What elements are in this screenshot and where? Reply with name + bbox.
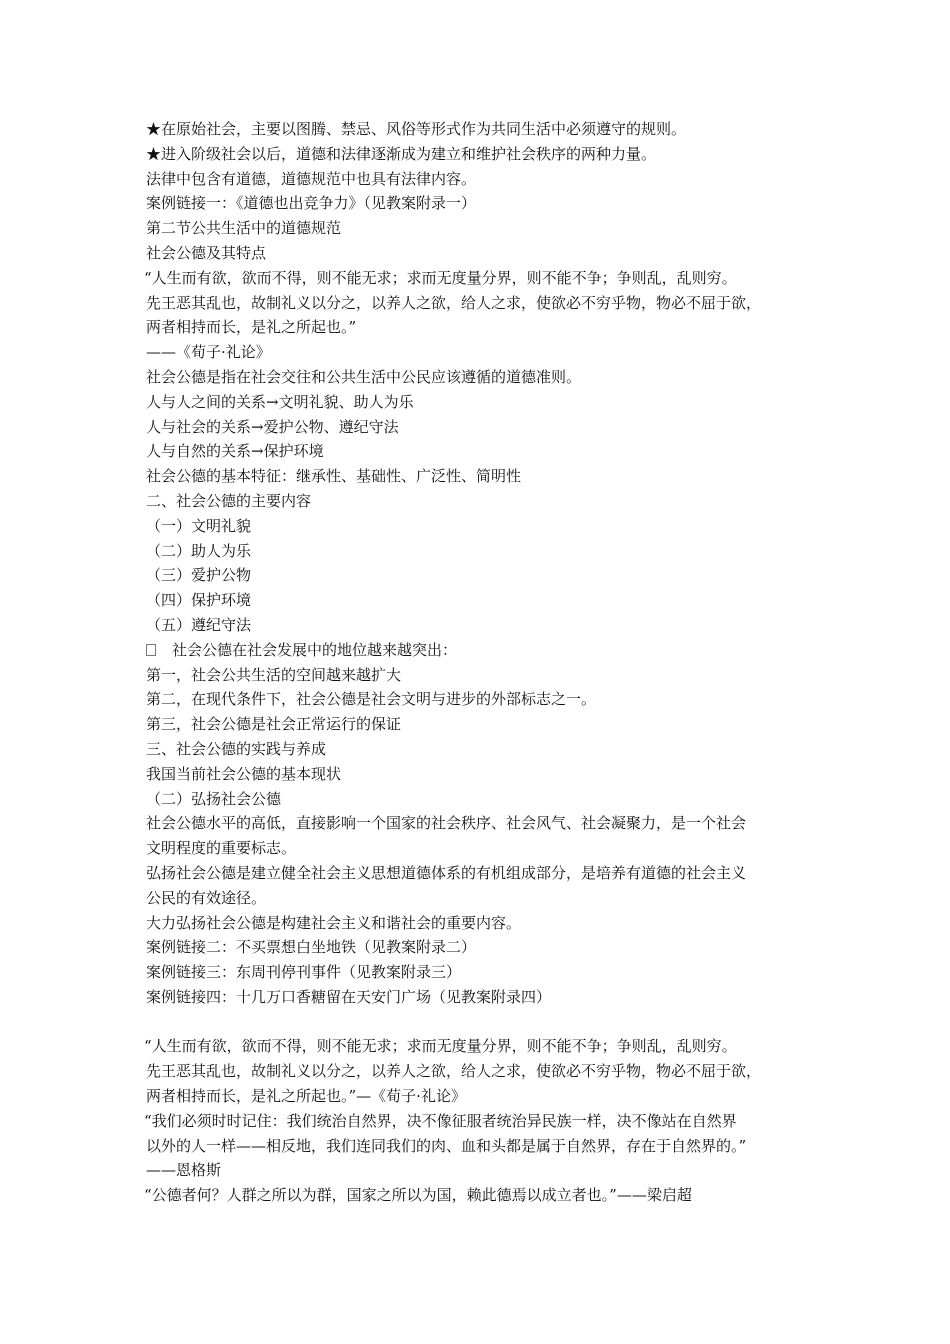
relationship-line: 人与社会的关系→爱护公物、遵纪守法 xyxy=(146,417,399,436)
text-line: 文明程度的重要标志。 xyxy=(146,839,297,858)
quote-line: “公德者何？人群之所以为群，国家之所以为国，赖此德焉以成立者也。”——梁启超 xyxy=(144,1186,692,1205)
text-line: 社会公德在社会发展中的地位越来越突出： xyxy=(172,640,458,659)
text-line: 法律中包含有道德，道德规范中也具有法律内容。 xyxy=(146,169,477,188)
quote-line: 先王恶其乱也，故制礼义以分之，以养人之欲，给人之求，使欲必不穷乎物，物必不屈于欲， xyxy=(146,1062,762,1081)
section-heading: 第二节公共生活中的道德规范 xyxy=(146,219,342,238)
list-item: （二）助人为乐 xyxy=(146,541,252,560)
list-item: （四）保护环境 xyxy=(146,591,252,610)
text-line: 第一，社会公共生活的空间越来越扩大 xyxy=(146,665,402,684)
text-line-with-bullet xyxy=(146,638,816,663)
text-line: 大力弘扬社会公德是构建社会主义和谐社会的重要内容。 xyxy=(146,913,522,932)
text-line: 第二，在现代条件下，社会公德是社会文明与进步的外部标志之一。 xyxy=(146,690,597,709)
subheading: （二）弘扬社会公德 xyxy=(146,789,282,808)
list-item: （五）遵纪守法 xyxy=(146,615,252,634)
quote-line: 两者相持而长，是礼之所起也。”—《荀子·礼论》 xyxy=(146,1087,466,1106)
quote-line: 先王恶其乱也，故制礼义以分之，以养人之欲，给人之求，使欲必不穷乎物，物必不屈于欲， xyxy=(146,293,762,312)
missing-bullet-icon xyxy=(146,644,156,656)
quote-line: “人生而有欲，欲而不得，则不能无求；求而无度量分界，则不能不争；争则乱，乱则穷。 xyxy=(144,268,737,287)
case-link: 案例链接二：不买票想白坐地铁（见教案附录二） xyxy=(146,938,477,957)
quote-line: “人生而有欲，欲而不得，则不能无求；求而无度量分界，则不能不争；争则乱，乱则穷。 xyxy=(144,1037,737,1056)
quote-line: 两者相持而长，是礼之所起也。” xyxy=(146,318,357,337)
text-line: 社会公德的基本特征：继承性、基础性、广泛性、简明性 xyxy=(146,467,522,486)
quote-source: ——恩格斯 xyxy=(146,1161,222,1180)
document-content xyxy=(146,117,816,1208)
section-heading: 三、社会公德的实践与养成 xyxy=(146,739,327,758)
text-line: ★在原始社会，主要以图腾、禁忌、风俗等形式作为共同生活中必须遵守的规则。 xyxy=(146,120,687,138)
section-heading: 二、社会公德的主要内容 xyxy=(146,491,312,510)
case-link: 案例链接四：十几万口香糖留在天安门广场（见教案附录四） xyxy=(146,987,552,1006)
quote-line: 以外的人一样——相反地，我们连同我们的肉、血和头都是属于自然界，存在于自然界的。” xyxy=(146,1136,747,1155)
relationship-line: 人与人之间的关系→文明礼貌、助人为乐 xyxy=(146,392,414,411)
case-link: 案例链接三：东周刊停刊事件（见教案附录三） xyxy=(146,963,462,982)
blank-line xyxy=(146,1010,816,1035)
list-item: （三）爱护公物 xyxy=(146,566,252,585)
text-line: 社会公德是指在社会交往和公共生活中公民应该遵循的道德准则。 xyxy=(146,367,582,386)
text-line: 公民的有效途径。 xyxy=(146,888,267,907)
subheading: 社会公德及其特点 xyxy=(146,243,267,262)
text-line: 案例链接一：《道德也出竞争力》（见教案附录一） xyxy=(146,194,477,213)
relationship-line: 人与自然的关系→保护环境 xyxy=(146,442,324,461)
text-line: 第三，社会公德是社会正常运行的保证 xyxy=(146,715,402,734)
list-item: （一）文明礼貌 xyxy=(146,516,252,535)
text-line: 社会公德水平的高低，直接影响一个国家的社会秩序、社会风气、社会凝聚力，是一个社会 xyxy=(146,814,747,833)
text-line: 弘扬社会公德是建立健全社会主义思想道德体系的有机组成部分，是培养有道德的社会主义 xyxy=(146,863,747,882)
text-line: ★进入阶级社会以后，道德和法律逐渐成为建立和维护社会秩序的两种力量。 xyxy=(146,144,657,163)
quote-source: ——《荀子·礼论》 xyxy=(146,343,271,362)
text-line: 我国当前社会公德的基本现状 xyxy=(146,764,342,783)
quote-line: “我们必须时时记住：我们统治自然界，决不像征服者统治异民族一样，决不像站在自然界 xyxy=(144,1111,737,1130)
